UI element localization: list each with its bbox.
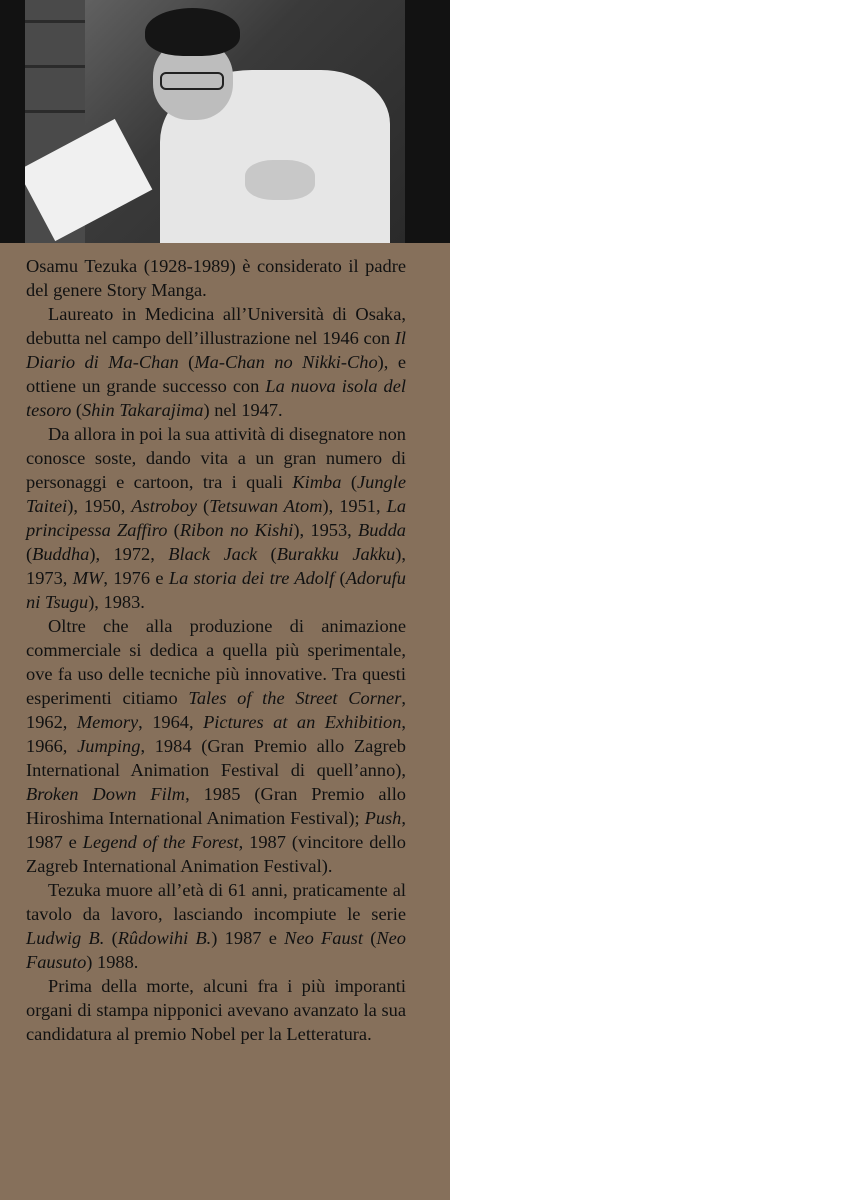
bio-text: (: [167, 520, 180, 540]
biography-text: [26, 254, 406, 1046]
work-title: Broken Down Film: [26, 784, 186, 804]
hand-shape: [245, 160, 315, 200]
bio-text: ) 1988.: [86, 952, 139, 972]
bio-text: Prima della morte, alcuni fra i più imporanti organi di stampa nipponici avevano avanzato la sua candidatura al premio Nobel per la Letteratura.: [26, 976, 406, 1044]
bio-text: (: [104, 928, 118, 948]
work-title: Tales of the Street Corner: [188, 688, 402, 708]
bio-text: (: [341, 472, 357, 492]
bio-text: , 1987 (vincitore dello Zagreb International Animation Festival).: [26, 832, 406, 876]
bio-text: ), 1972,: [89, 544, 169, 564]
work-title: Ma-Chan no Nikki-Cho: [194, 352, 378, 372]
work-title: Buddha: [32, 544, 90, 564]
bio-text: Oltre che alla produzione di animazione commerciale si dedica a quella più sperimentale, ove fa uso delle tecniche più innovative. Tra questi esperimenti citiamo: [26, 616, 406, 708]
portrait-photo: [25, 0, 405, 243]
bio-text: (: [26, 544, 33, 564]
bio-text: , 1987 e: [26, 808, 406, 852]
work-title: Rûdowihi B.: [117, 928, 212, 948]
bio-text: (: [362, 928, 377, 948]
bio-text: , 1984 (Gran Premio allo Zagreb International Animation Festival di quell’anno),: [26, 736, 407, 780]
glasses-shape: [160, 72, 224, 90]
bio-text: , 1966,: [26, 712, 406, 756]
bio-text: , 1985 (Gran Premio allo Hiroshima International Animation Festival);: [26, 784, 406, 828]
bio-text: Laureato in Medicina all’Università di Osaka, debutta nel campo dell’illustrazione nel 1946 con: [26, 304, 406, 348]
shelf-line: [25, 65, 85, 68]
bio-text: ), 1983.: [88, 592, 145, 612]
bio-text: , 1976 e: [103, 568, 169, 588]
work-title: Jumping: [77, 736, 141, 756]
bio-text: (: [334, 568, 346, 588]
work-title: Kimba: [292, 472, 342, 492]
bio-paragraph-5: [26, 878, 406, 974]
work-title: Neo Faust: [284, 928, 363, 948]
work-title: Budda: [357, 520, 406, 540]
work-title: La storia dei tre Adolf: [168, 568, 335, 588]
bio-text: Osamu Tezuka (1928-1989) è considerato il padre del genere Story Manga.: [26, 256, 406, 300]
bio-text: (: [197, 496, 210, 516]
shelf-line: [25, 110, 85, 113]
bio-text: ), 1950,: [67, 496, 132, 516]
work-title: Adorufu ni Tsugu: [26, 568, 406, 612]
shelf-line: [25, 20, 85, 23]
work-title: Ludwig B.: [26, 928, 105, 948]
bio-text: ), 1951,: [322, 496, 387, 516]
bio-paragraph-3: [26, 422, 406, 614]
work-title: La nuova isola del tesoro: [26, 376, 406, 420]
work-title: Burakku Jakku: [276, 544, 396, 564]
work-title: Pictures at an Exhibition: [203, 712, 402, 732]
bio-text: ), 1953,: [293, 520, 358, 540]
bio-text: Da allora in poi la sua attività di disegnatore non conosce soste, dando vita a un gran numero di personaggi e cartoon, tra i quali: [26, 424, 407, 492]
work-title: Push: [364, 808, 402, 828]
bio-text: (: [71, 400, 83, 420]
bio-text: , 1964,: [138, 712, 204, 732]
bio-text: ), e ottiene un grande successo con: [26, 352, 406, 396]
work-title: Ribon no Kishi: [179, 520, 294, 540]
work-title: Legend of the Forest: [82, 832, 239, 852]
bio-paragraph-6: [26, 974, 406, 1046]
bio-paragraph-4: [26, 614, 406, 878]
work-title: La principessa Zaffiro: [26, 496, 407, 540]
bio-text: , 1962,: [26, 688, 406, 732]
work-title: Jungle Taitei: [26, 472, 406, 516]
bio-paragraph-2: [26, 302, 406, 422]
work-title: Shin Takarajima: [82, 400, 204, 420]
photo-frame: [0, 0, 450, 243]
work-title: Memory: [76, 712, 139, 732]
work-title: Tetsuwan Atom: [209, 496, 323, 516]
work-title: Astroboy: [131, 496, 198, 516]
bio-text: ), 1973,: [26, 544, 406, 588]
bio-text: (: [178, 352, 195, 372]
work-title: MW: [72, 568, 104, 588]
bio-text: ) nel 1947.: [203, 400, 283, 420]
work-title: Il Diario di Ma-Chan: [26, 328, 406, 372]
beret-shape: [145, 8, 240, 56]
work-title: Black Jack: [168, 544, 258, 564]
bio-text: ) 1987 e: [211, 928, 285, 948]
bio-text: Tezuka muore all’età di 61 anni, praticamente al tavolo da lavoro, lasciando incompiute le serie: [26, 880, 406, 924]
work-title: Neo Fausuto: [26, 928, 406, 972]
bio-paragraph-1: [26, 254, 406, 302]
bio-text: (: [257, 544, 277, 564]
